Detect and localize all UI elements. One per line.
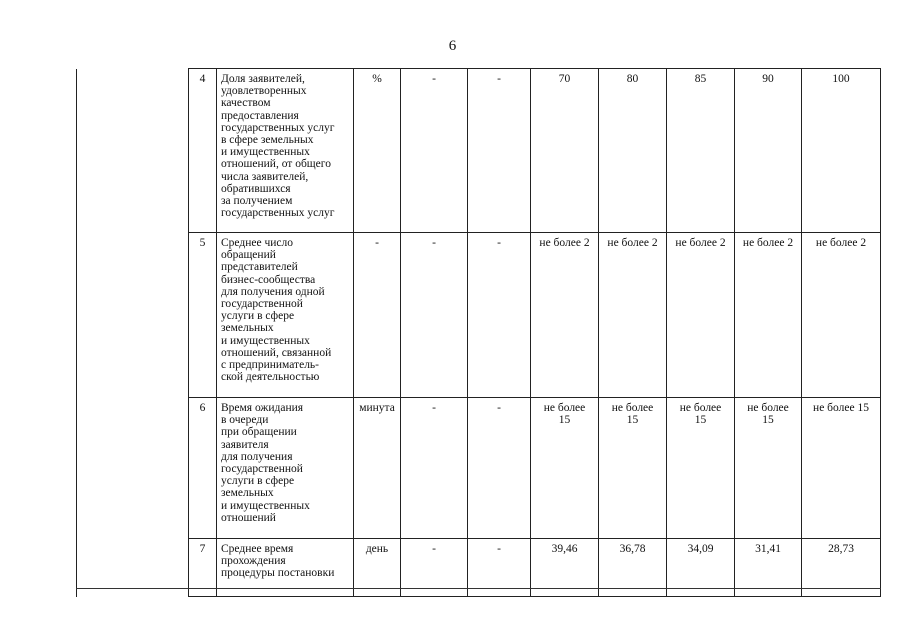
table-row xyxy=(77,69,881,233)
unit-cell: % xyxy=(354,69,401,233)
indicator-description: Доля заявителей, удовлетворенных качеством предоставления государственных услуг в сфере земельных и имущественных отношений, от общего числа заявителей, обратившихся за получением государственных услуг xyxy=(217,69,354,233)
indicator-description: Среднее время прохождения процедуры постановки xyxy=(217,539,354,597)
table-row xyxy=(77,398,881,539)
value-cell: 28,73 xyxy=(802,539,881,597)
unit-cell: день xyxy=(354,539,401,597)
value-cell: 100 xyxy=(802,69,881,233)
value-cell: не более 2 xyxy=(599,233,667,398)
indicator-table-wrapper xyxy=(76,68,880,588)
value-cell: не более 15 xyxy=(599,398,667,539)
value-cell: 80 xyxy=(599,69,667,233)
value-cell: - xyxy=(401,539,468,597)
value-cell: не более 15 xyxy=(531,398,599,539)
blank-cell xyxy=(77,233,189,398)
value-cell: 34,09 xyxy=(667,539,735,597)
blank-cell xyxy=(77,398,189,539)
value-cell: 70 xyxy=(531,69,599,233)
row-number: 6 xyxy=(189,398,217,539)
indicator-description: Время ожидания в очереди при обращении заявителя для получения государственной услуги в сфере земельных и имущественных отношений xyxy=(217,398,354,539)
unit-cell: - xyxy=(354,233,401,398)
value-cell: не более 2 xyxy=(667,233,735,398)
value-cell: не более 2 xyxy=(735,233,802,398)
value-cell: не более 15 xyxy=(802,398,881,539)
value-cell: - xyxy=(401,69,468,233)
table-bottom-border xyxy=(76,588,881,589)
value-cell: 39,46 xyxy=(531,539,599,597)
row-number: 5 xyxy=(189,233,217,398)
row-number: 4 xyxy=(189,69,217,233)
value-cell: - xyxy=(468,69,531,233)
value-cell: - xyxy=(401,398,468,539)
value-cell: 85 xyxy=(667,69,735,233)
page-number: 6 xyxy=(448,38,457,54)
value-cell: 31,41 xyxy=(735,539,802,597)
value-cell: не более 2 xyxy=(802,233,881,398)
blank-cell xyxy=(77,69,189,233)
value-cell: - xyxy=(468,233,531,398)
value-cell: - xyxy=(468,398,531,539)
unit-cell: минута xyxy=(354,398,401,539)
value-cell: не более 2 xyxy=(531,233,599,398)
value-cell: не более 15 xyxy=(667,398,735,539)
indicator-description: Среднее число обращений представителей бизнес-сообщества для получения одной государственной услуги в сфере земельных и имущественных отношений, связанной с предприниматель- ской деятельностью xyxy=(217,233,354,398)
value-cell: не более 15 xyxy=(735,398,802,539)
value-cell: 90 xyxy=(735,69,802,233)
row-number: 7 xyxy=(189,539,217,597)
value-cell: - xyxy=(468,539,531,597)
value-cell: - xyxy=(401,233,468,398)
table-row xyxy=(77,233,881,398)
value-cell: 36,78 xyxy=(599,539,667,597)
indicator-table xyxy=(76,68,881,597)
